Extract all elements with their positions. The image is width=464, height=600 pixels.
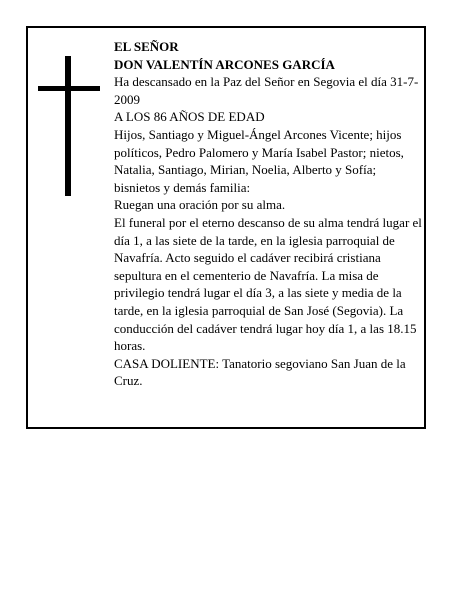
- cross-icon: [38, 56, 100, 196]
- obituary-text: [114, 38, 424, 390]
- death-announcement: Ha descansado en la Paz del Señor en Segovia el día 31-7-2009: [114, 74, 419, 107]
- prayer-request: Ruegan una oración por su alma.: [114, 197, 286, 213]
- family-list: Hijos, Santiago y Miguel-Ángel Arcones Vicente; hijos políticos, Pedro Palomero y María Isabel Pastor; nietos, Natalia, Santiago, Mirian, Noelia, Alberto y Sofía; bisnietos y demás familia:: [114, 126, 404, 195]
- cross-vertical-bar: [65, 56, 71, 196]
- funeral-details: El funeral por el eterno descanso de su alma tendrá lugar el día 1, a las siete de la tarde, en la iglesia parroquial de Navafría. Acto seguido el cadáver recibirá cristiana sepultura en el cementerio de Navafría. La misa de privilegio tendrá lugar el día 3, a las siete y media de la tarde, en la iglesia parroquial de San José (Segovia). La conducción del cadáver tendrá lugar hoy día 1, a las 18.15 horas.: [114, 214, 422, 354]
- obituary-notice: [26, 26, 426, 429]
- age-line: A LOS 86 AÑOS DE EDAD: [114, 109, 265, 125]
- cross-horizontal-bar: [38, 86, 100, 91]
- casa-doliente: CASA DOLIENTE: Tanatorio segoviano San Juan de la Cruz.: [114, 355, 406, 389]
- deceased-name: DON VALENTÍN ARCONES GARCÍA: [114, 56, 335, 72]
- obituary-title: EL SEÑOR: [114, 39, 179, 54]
